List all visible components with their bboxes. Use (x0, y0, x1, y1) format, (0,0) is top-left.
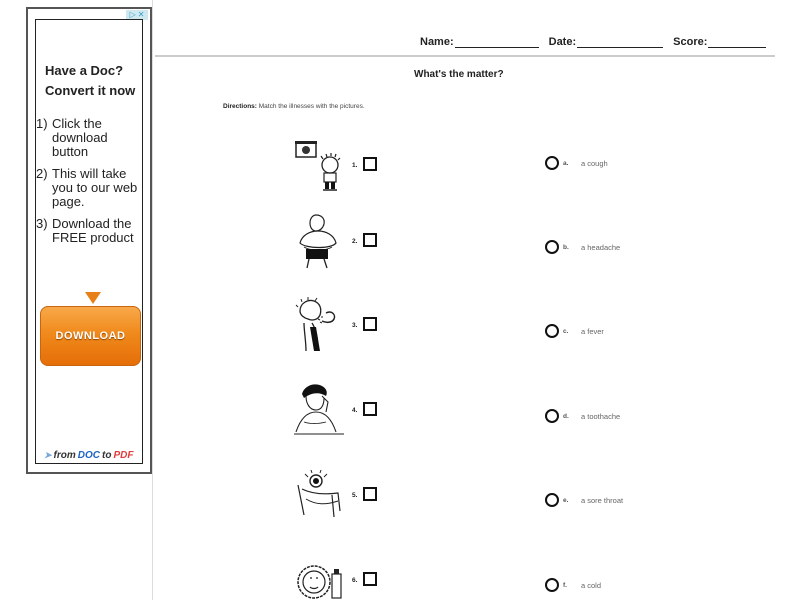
directions-text: Match the illnesses with the pictures. (258, 103, 365, 110)
ad-step-number: 3) (36, 216, 48, 231)
swoosh-icon: ➤ (44, 450, 52, 460)
item-number: 5. (352, 492, 358, 499)
answer-letter: f. (563, 581, 567, 589)
ad-step-text: This will take you to our web page. (52, 166, 138, 209)
answer-letter: c. (563, 327, 569, 335)
answer-option-f (545, 577, 601, 593)
ad-step-number: 2) (36, 166, 48, 181)
score-label: Score: (673, 36, 708, 48)
ad-headline-line1: Have a Doc? (45, 63, 124, 78)
worksheet-header (420, 35, 766, 48)
answer-option-d (545, 408, 620, 424)
answer-checkbox[interactable] (363, 157, 377, 171)
answer-checkbox[interactable] (363, 317, 377, 331)
woman-holding-head-picture (292, 382, 348, 440)
ad-panel (26, 7, 152, 474)
man-holding-stomach-picture (292, 213, 348, 271)
picture-item-5 (290, 467, 390, 527)
ad-headline-line2: Convert it now (45, 83, 136, 98)
person-in-bed-picture (292, 467, 348, 525)
download-button[interactable] (40, 306, 141, 366)
answer-text: a cold (581, 580, 602, 590)
ad-headline (45, 61, 145, 101)
answer-radio[interactable] (545, 578, 559, 592)
ad-steps-list (36, 117, 140, 253)
name-field (420, 35, 539, 48)
brand-to: to (102, 450, 112, 461)
ad-choices-icon[interactable]: ▷ (129, 10, 136, 19)
item-number: 2. (352, 238, 358, 245)
close-icon[interactable]: ✕ (137, 10, 145, 19)
answer-checkbox[interactable] (363, 402, 377, 416)
date-blank (577, 35, 663, 48)
score-blank (708, 35, 766, 48)
name-blank (455, 35, 539, 48)
answer-radio[interactable] (545, 240, 559, 254)
answer-option-a (545, 155, 608, 171)
child-with-thermometer-picture (292, 137, 348, 195)
answer-letter: a. (563, 159, 569, 167)
answer-checkbox[interactable] (363, 572, 377, 586)
answer-radio[interactable] (545, 156, 559, 170)
picture-item-1 (290, 137, 390, 197)
directions-label: Directions: (223, 103, 257, 110)
answer-letter: b. (563, 243, 569, 251)
answer-text: a toothache (581, 411, 621, 421)
ad-step (36, 117, 140, 159)
brand-logo (44, 450, 133, 461)
answer-checkbox[interactable] (363, 487, 377, 501)
item-number: 6. (352, 577, 358, 584)
brand-from: from (53, 450, 76, 461)
ad-step (36, 217, 140, 245)
ad-step-text: Download the FREE product (52, 216, 134, 245)
date-field (549, 35, 664, 48)
ad-step-text: Click the download button (52, 116, 108, 159)
page-edge (152, 0, 153, 600)
download-button-label: DOWNLOAD (55, 330, 126, 342)
picture-item-2 (290, 213, 390, 273)
answer-text: a fever (581, 326, 604, 336)
answer-text: a cough (581, 158, 608, 168)
picture-item-3 (290, 297, 390, 357)
brand-doc: DOC (77, 450, 101, 461)
item-number: 4. (352, 407, 358, 414)
answer-radio[interactable] (545, 409, 559, 423)
boy-coughing-picture (292, 297, 348, 355)
directions (223, 103, 365, 110)
answer-letter: d. (563, 412, 569, 420)
answer-letter: e. (563, 496, 569, 504)
worksheet-title: What's the matter? (414, 69, 504, 80)
item-number: 1. (352, 162, 358, 169)
item-number: 3. (352, 322, 358, 329)
face-with-medicine-picture (292, 552, 348, 610)
brand-pdf: PDF (113, 450, 134, 461)
answer-option-c (545, 323, 604, 339)
ad-step-number: 1) (36, 116, 48, 131)
answer-checkbox[interactable] (363, 233, 377, 247)
name-label: Name: (420, 36, 454, 48)
answer-text: a sore throat (581, 495, 624, 505)
score-field (673, 35, 766, 48)
answer-radio[interactable] (545, 324, 559, 338)
answer-radio[interactable] (545, 493, 559, 507)
header-divider (155, 55, 775, 57)
picture-item-6 (290, 552, 390, 612)
picture-item-4 (290, 382, 390, 442)
answer-text: a headache (581, 242, 621, 252)
ad-step (36, 167, 140, 209)
date-label: Date: (548, 36, 577, 48)
down-arrow-icon (85, 292, 101, 304)
answer-option-e (545, 492, 623, 508)
answer-option-b (545, 239, 620, 255)
